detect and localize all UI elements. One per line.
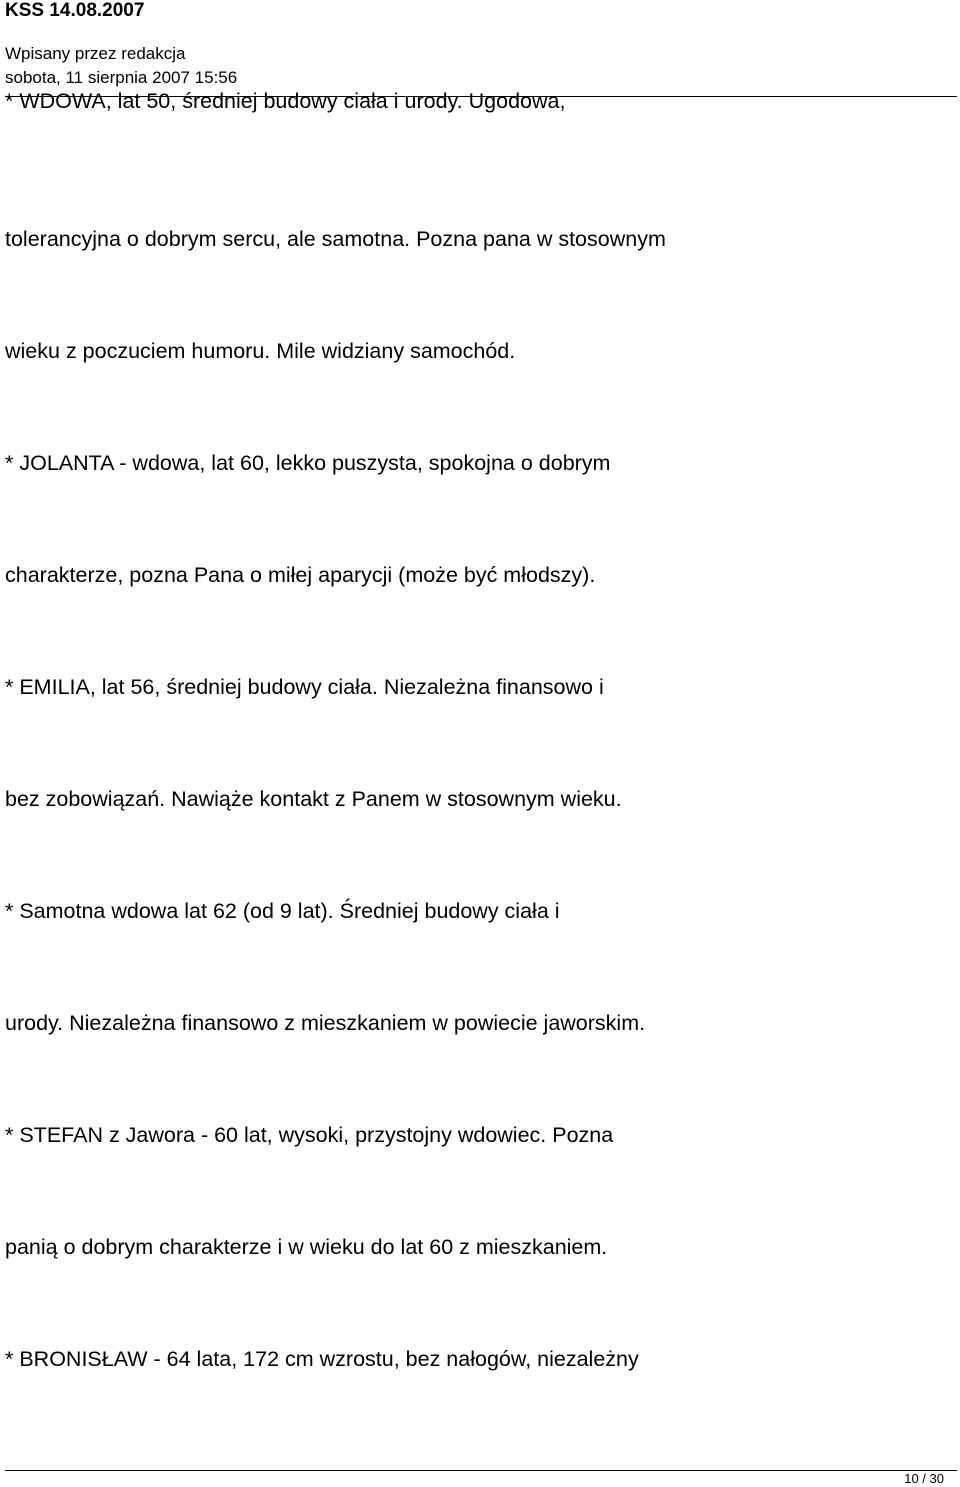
text-line: tolerancyjna o dobrym sercu, ale samotna. Pozna pana w stosownym (5, 227, 666, 251)
text-line: * BRONISŁAW - 64 lata, 172 cm wzrostu, bez nałogów, niezależny (5, 1347, 639, 1371)
text-line: charakterze, pozna Pana o miłej aparycji (może być młodszy). (5, 563, 596, 587)
date-line: sobota, 11 sierpnia 2007 15:56 (5, 68, 238, 87)
page-number: 10 / 30 (904, 1471, 944, 1486)
text-line: urody. Niezależna finansowo z mieszkaniem w powiecie jaworskim. (5, 1011, 646, 1035)
text-line: panią o dobrym charakterze i w wieku do lat 60 z mieszkaniem. (5, 1235, 608, 1259)
footer-divider (5, 1470, 957, 1471)
text-line: * WDOWA, lat 50, średniej budowy ciała i urody. Ugodowa, (5, 89, 566, 113)
text-line: * STEFAN z Jawora - 60 lat, wysoki, przystojny wdowiec. Pozna (5, 1123, 614, 1147)
author-line: Wpisany przez redakcja (5, 44, 186, 63)
text-line: * JOLANTA - wdowa, lat 60, lekko puszysta, spokojna o dobrym (5, 451, 611, 475)
text-line: * Samotna wdowa lat 62 (od 9 lat). Średniej budowy ciała i (5, 899, 560, 923)
document-title: KSS 14.08.2007 (5, 0, 145, 21)
text-line: * EMILIA, lat 56, średniej budowy ciała. Niezależna finansowo i (5, 675, 604, 699)
text-line: wieku z poczuciem humoru. Mile widziany samochód. (5, 339, 516, 363)
text-line: bez zobowiązań. Nawiąże kontakt z Panem w stosownym wieku. (5, 787, 622, 811)
